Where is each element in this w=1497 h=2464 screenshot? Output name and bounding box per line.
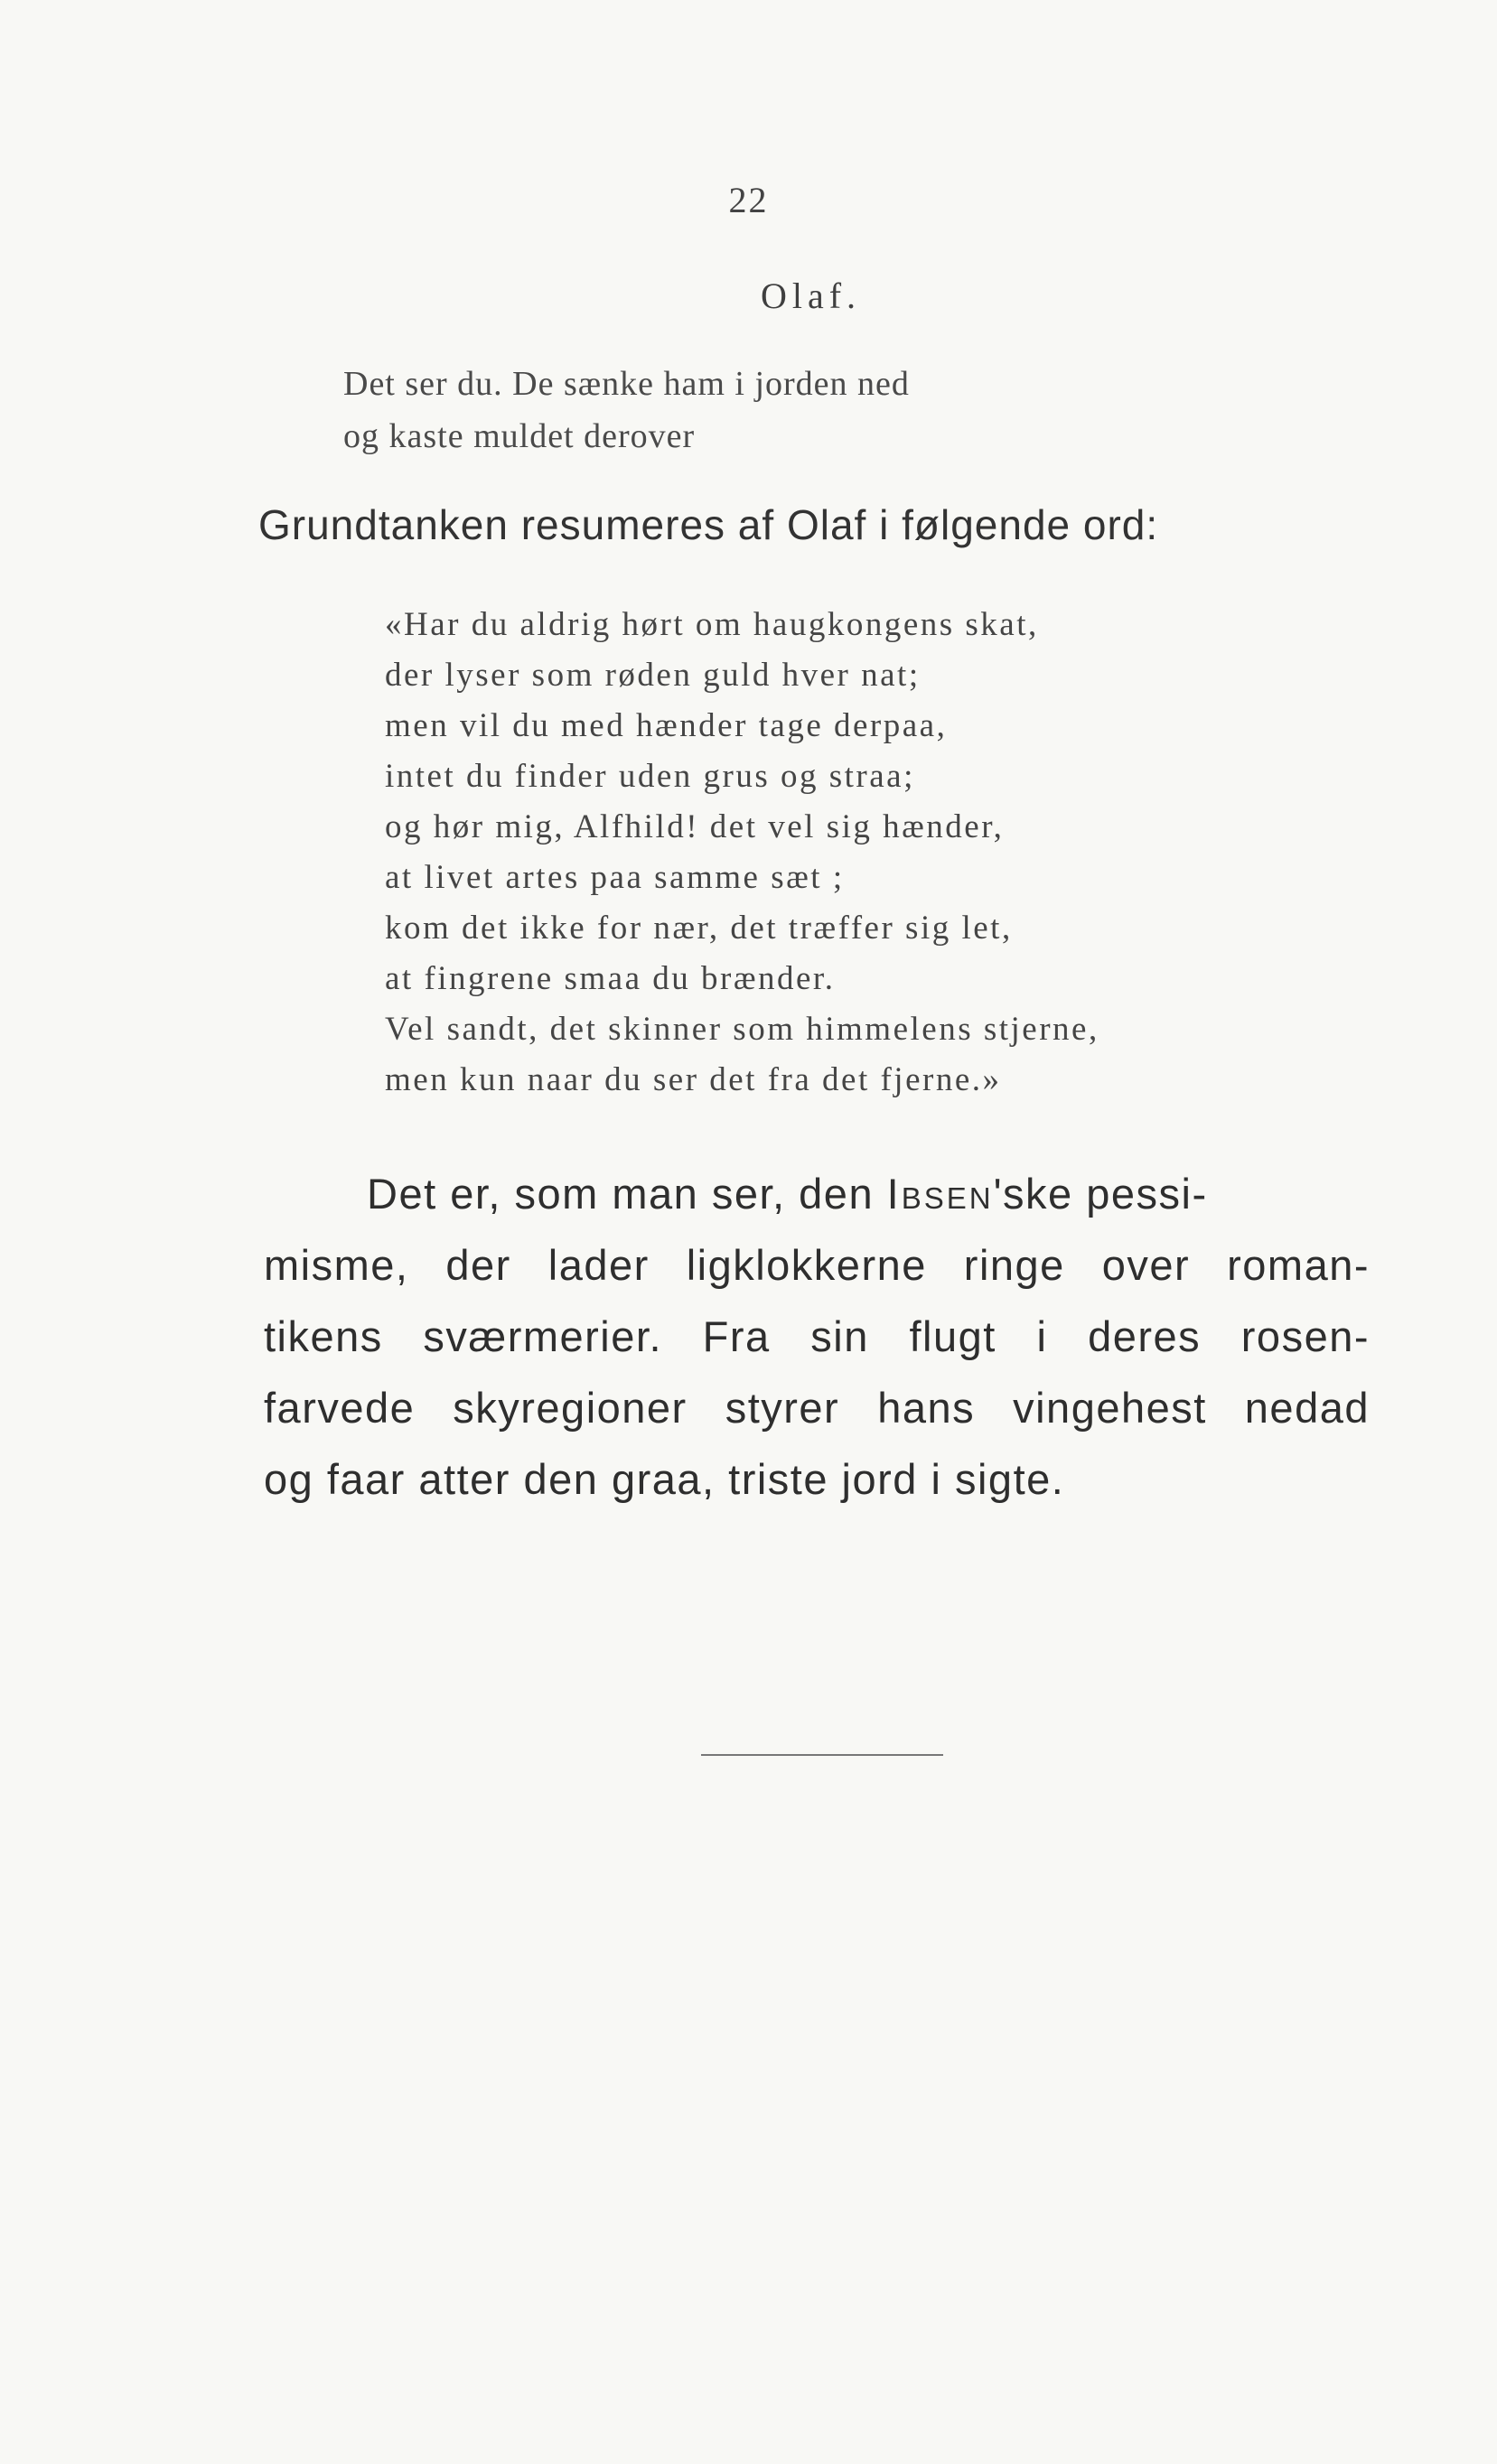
page-number: 22 (728, 180, 769, 220)
quoted-verse (385, 600, 1099, 1106)
paragraph-line: farvede skyregioner styrer hans vingehest nedad (264, 1384, 1370, 1432)
verse-line: Det ser du. De sænke ham i jorden ned (343, 365, 910, 403)
quote-line: men vil du med hænder tage derpaa, (385, 707, 948, 744)
verse-line: og kaste muldet derover (343, 417, 696, 455)
quote-line: der lyser som røden guld hver nat; (385, 657, 921, 694)
paragraph-line (264, 1158, 1370, 1229)
quote-line: at fingrene smaa du brænder. (385, 960, 836, 997)
intro-sentence: Grundtanken resumeres af Olaf i følgende ord: (258, 501, 1159, 548)
quote-line: Vel sandt, det skinner som himmelens stjerne, (385, 1011, 1099, 1048)
dialogue-verse (343, 358, 910, 462)
paragraph-text: 'ske pessi- (993, 1170, 1208, 1218)
quote-line: at livet artes paa samme sæt ; (385, 859, 845, 896)
paragraph-line: misme, der lader ligklokkerne ringe over roman- (264, 1241, 1370, 1289)
author-name: Ibsen (886, 1170, 994, 1218)
quote-line: intet du finder uden grus og straa; (385, 758, 915, 795)
quote-line: kom det ikke for nær, det træffer sig let, (385, 910, 1013, 947)
quote-line: «Har du aldrig hørt om haugkongens skat, (385, 606, 1039, 643)
speaker-name: Olaf. (760, 275, 862, 316)
quote-line: og hør mig, Alfhild! det vel sig hænder, (385, 808, 1005, 845)
body-paragraph (264, 1158, 1370, 1515)
paragraph-text: Det er, som man ser, den (367, 1170, 887, 1218)
paragraph-line: tikens sværmerier. Fra sin flugt i deres rosen- (264, 1312, 1370, 1360)
section-end-rule (701, 1754, 943, 1756)
quote-line: men kun naar du ser det fra det fjerne.» (385, 1061, 1002, 1098)
paragraph-line: og faar atter den graa, triste jord i sigte. (264, 1455, 1065, 1503)
